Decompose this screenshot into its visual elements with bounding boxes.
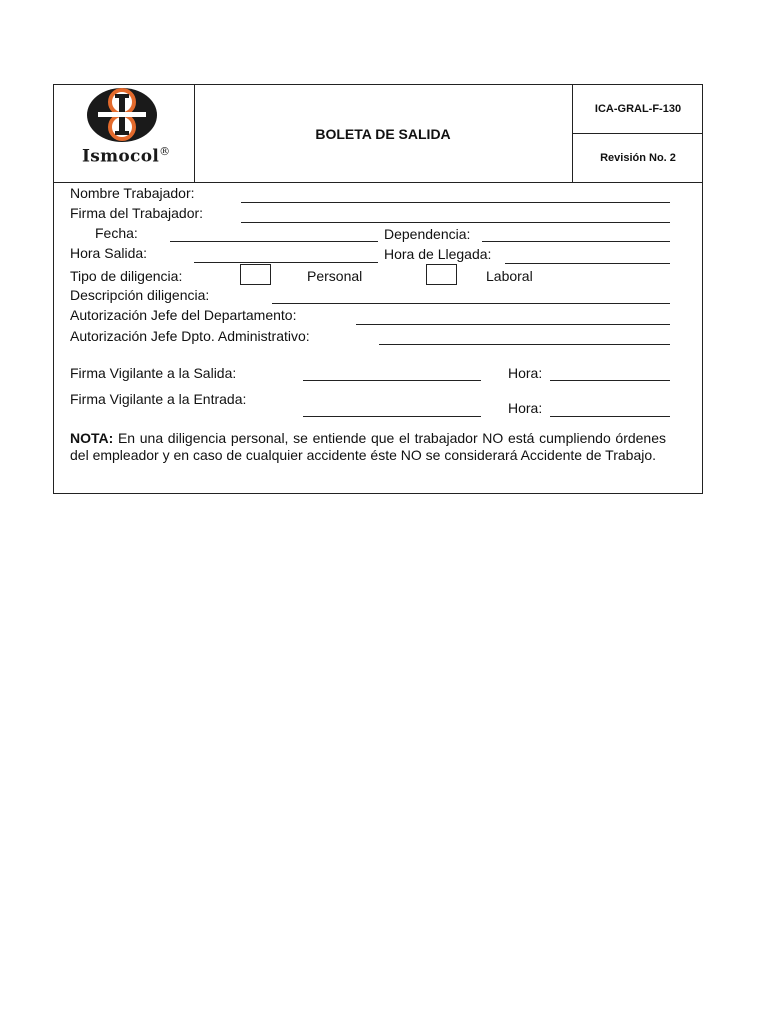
personal-label: Personal [307,268,363,284]
aut-jefe-admin-label: Autorización Jefe Dpto. Administrativo: [70,328,310,344]
hora-salida-line[interactable] [194,262,378,263]
aut-jefe-admin-line[interactable] [379,344,670,345]
descripcion-line[interactable] [272,303,670,304]
laboral-checkbox[interactable] [426,264,457,285]
fecha-label: Fecha: [95,225,138,241]
hora1-label: Hora: [508,365,543,381]
hora2-label: Hora: [508,400,543,416]
form-title: BOLETA DE SALIDA [194,85,573,182]
form-revision: Revisión No. 2 [600,152,676,164]
form-header [54,85,702,183]
dependencia-label: Dependencia: [384,226,471,242]
hora2-line[interactable] [550,416,670,417]
tipo-label: Tipo de diligencia: [70,268,183,284]
firma-line[interactable] [241,222,670,223]
vigilante-entrada-label: Firma Vigilante a la Entrada: [70,391,247,407]
boleta-form [53,84,703,494]
vigilante-salida-label: Firma Vigilante a la Salida: [70,365,237,381]
nota-paragraph [70,430,666,464]
ismocol-logo-icon [82,85,162,147]
hora-llegada-label: Hora de Llegada: [384,246,492,262]
hora-salida-label: Hora Salida: [70,245,148,261]
laboral-label: Laboral [486,268,533,284]
nota-label: NOTA: [70,430,114,446]
nombre-label: Nombre Trabajador: [70,185,195,201]
personal-checkbox[interactable] [240,264,271,285]
dependencia-line[interactable] [482,241,670,242]
firma-label: Firma del Trabajador: [70,205,204,221]
fecha-line[interactable] [170,241,378,242]
descripcion-label: Descripción diligencia: [70,287,210,303]
logo-cell [54,85,195,182]
hora-llegada-line[interactable] [505,263,670,264]
form-code: ICA-GRAL-F-130 [573,85,703,134]
aut-jefe-depto-label: Autorización Jefe del Departamento: [70,307,297,323]
nombre-line[interactable] [241,202,670,203]
hora1-line[interactable] [550,380,670,381]
aut-jefe-depto-line[interactable] [356,324,670,325]
vigilante-salida-line[interactable] [303,380,481,381]
vigilante-entrada-line[interactable] [303,416,481,417]
nota-text: En una diligencia personal, se entiende que el trabajador NO está cumpliendo órdenes del empleador y en caso de cualquier accidente éste NO se considerará Accidente de Trabajo. [70,430,666,463]
brand-name: Ismocol® [82,145,171,167]
